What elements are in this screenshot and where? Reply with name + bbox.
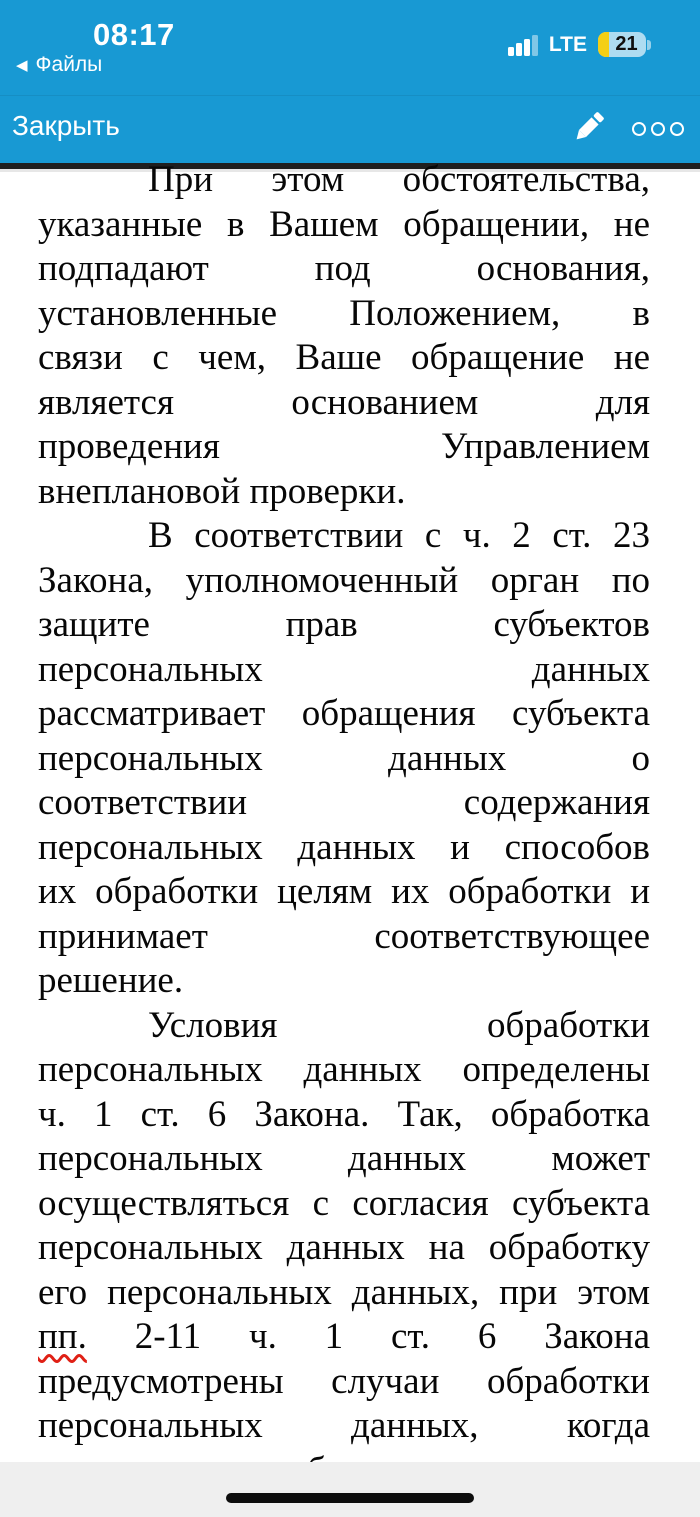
more-circles-icon: [632, 122, 684, 136]
document-line: персональных данных, когда: [38, 1405, 650, 1446]
network-type-label: LTE: [548, 33, 587, 56]
battery-icon: [598, 32, 646, 57]
edit-pencil-button[interactable]: [568, 108, 608, 151]
document-line: Условия обработки: [148, 1004, 650, 1046]
cellular-signal-icon: [508, 34, 538, 57]
document-line: При этом обстоятельства,: [148, 159, 650, 200]
document-line: Закона, уполномоченный орган по: [38, 559, 650, 601]
document-line: осуществляться с согласия субъекта: [38, 1182, 650, 1224]
back-to-app-button[interactable]: [16, 53, 102, 77]
document-line: В соответствии с ч. 2 ст. 23: [148, 515, 650, 556]
document-line: пп. 2-11 ч. 1 ст. 6 Закона: [38, 1316, 650, 1357]
document-line: принимает соответствующее: [38, 915, 650, 957]
circle: [632, 122, 646, 136]
document-line: их обработки целям их обработки и: [38, 871, 650, 912]
home-indicator[interactable]: [226, 1493, 474, 1503]
header: [0, 0, 700, 163]
document-line: защите прав субъектов: [38, 604, 650, 645]
back-triangle-icon: ◀: [16, 56, 28, 74]
status-time: 08:17: [93, 17, 175, 52]
document-line: установленные Положением, в: [38, 292, 650, 334]
document-line: проведения Управлением: [38, 426, 650, 467]
more-options-button[interactable]: [632, 122, 684, 136]
document-line: соответствии содержания: [38, 782, 650, 823]
document-line: персональных данных и способов: [38, 826, 650, 868]
document-line: рассматривает обращения субъекта: [38, 693, 650, 734]
signal-bar: [516, 43, 522, 56]
close-button[interactable]: Закрыть: [12, 110, 120, 141]
document-line: решение.: [38, 960, 184, 1001]
document-text: [38, 158, 650, 1463]
pencil-icon: [568, 108, 608, 151]
document-line: связи с чем, Ваше обращение не: [38, 337, 650, 378]
back-app-label: Файлы: [35, 53, 103, 76]
circle: [670, 122, 684, 136]
status-bar: [0, 0, 700, 95]
nav-bar: [0, 95, 700, 163]
document-line: ч. 1 ст. 6 Закона. Так, обработка: [38, 1093, 650, 1135]
document-line: указанные в Вашем обращении, не: [38, 203, 650, 245]
signal-bar: [508, 47, 514, 56]
battery-nub: [647, 40, 651, 50]
home-indicator-area: [0, 1462, 700, 1517]
document-line: его персональных данных, при этом: [38, 1271, 650, 1313]
signal-bar: [532, 35, 538, 56]
signal-bar: [524, 39, 530, 56]
document-line: персональных данных определены: [38, 1049, 650, 1090]
clipped-next-line: [38, 1449, 650, 1463]
circle: [651, 122, 665, 136]
nav-actions: [568, 95, 684, 163]
document-line: является основанием для: [38, 381, 650, 423]
battery-percent: 21: [615, 33, 638, 55]
document-line: персональных данных: [38, 648, 650, 690]
status-indicators: [508, 31, 646, 57]
document-line: персональных данных может: [38, 1138, 650, 1179]
document-line: персональных данных о: [38, 737, 650, 779]
document-page[interactable]: [0, 159, 700, 1462]
document-line: внеплановой проверки.: [38, 470, 406, 512]
document-line: подпадают под основания,: [38, 248, 650, 289]
document-line: персональных данных на обработку: [38, 1227, 650, 1268]
spellcheck-underlined-word: пп.: [38, 1316, 87, 1357]
document-line: предусмотрены случаи обработки: [38, 1360, 650, 1402]
